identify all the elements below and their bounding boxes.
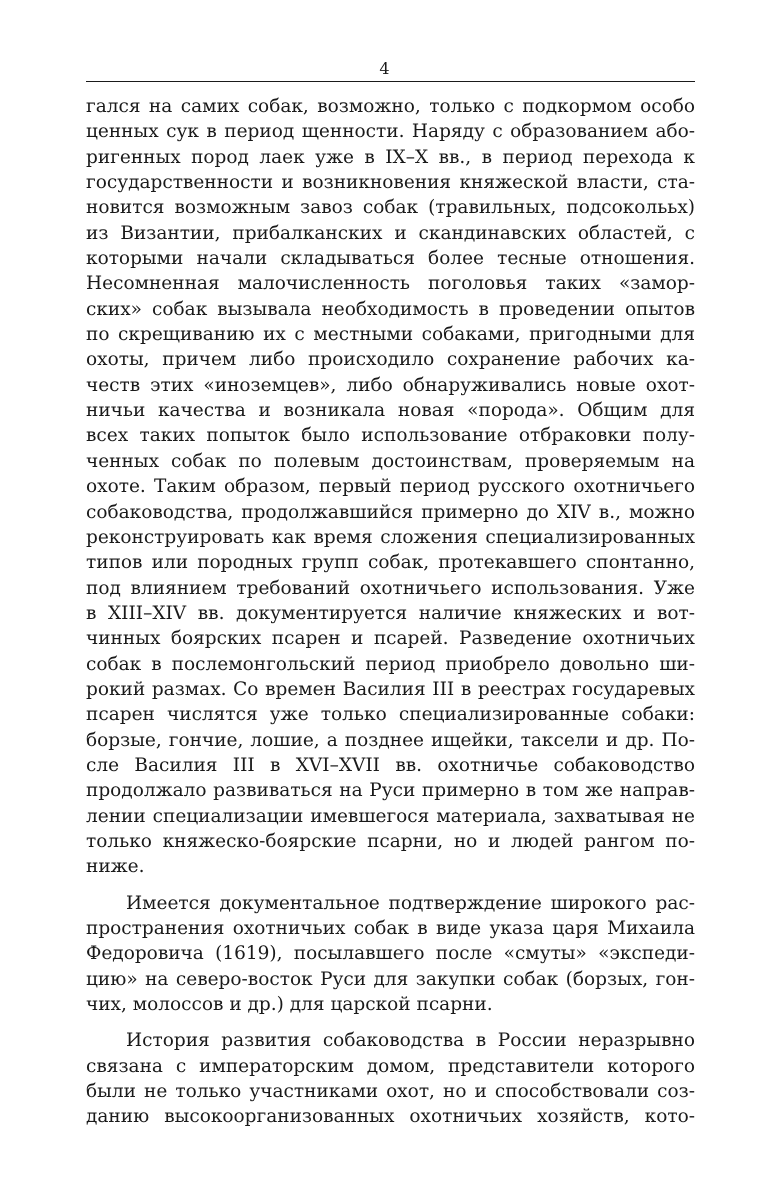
body-text: [86, 94, 695, 1130]
text-line: собаководства, продолжавшийся примерно до XIV в., можно: [86, 501, 695, 523]
text-line: Несомненная малочисленность поголовья таких «замор-: [86, 273, 695, 295]
text-line: честв этих «иноземцев», либо обнаруживались новые охот-: [86, 374, 695, 396]
text-line: псарен числятся уже только специализированные собаки:: [86, 704, 695, 726]
text-line: под влиянием требований охотничьего использования. Уже: [86, 577, 695, 599]
text-line: ценных сук в период щенности. Наряду с образованием або-: [86, 121, 695, 143]
paragraph-gap: [86, 880, 695, 891]
text-line: рокий размах. Со времен Василия III в реестрах государевых: [86, 678, 695, 700]
text-line: собак в послемонгольский период приобрело довольно ши-: [86, 653, 695, 675]
text-line: продолжало развиваться на Руси примерно в том же направ-: [86, 780, 695, 802]
text-line: чинных боярских псарен и псарей. Разведение охотничьих: [86, 628, 695, 650]
paragraph-gap: [86, 1017, 695, 1028]
text-line: данию высокоорганизованных охотничьих хозяйств, кото-: [86, 1106, 695, 1128]
text-line: в XIII–XIV вв. документируется наличие княжеских и вот-: [86, 602, 695, 624]
text-line: реконструировать как время сложения специализированных: [86, 526, 695, 548]
text-line: ских» собак вызывала необходимость в проведении опытов: [86, 298, 695, 320]
header-rule: [86, 81, 695, 82]
text-line: гался на самих собак, возможно, только с подкормом особо: [86, 96, 695, 117]
text-line: чих, молоссов и др.) для царской псарни.: [86, 994, 493, 1016]
page-number: 4: [379, 59, 390, 78]
text-line: связана с императорским домом, представители которого: [86, 1055, 695, 1077]
paragraph: [86, 891, 695, 1018]
text-line: ничьи качества и возникала новая «порода». Общим для: [86, 400, 695, 422]
text-line: типов или породных групп собак, протекавшего спонтанно,: [86, 552, 695, 574]
text-line: ченных собак по полевым достоинствам, проверяемым на: [86, 450, 695, 472]
text-line: борзые, гончие, лошие, а позднее ищейки, таксели и др. По-: [86, 729, 695, 751]
paragraph: [86, 94, 695, 880]
text-line: государственности и возникновения княжеской власти, ста-: [86, 172, 695, 194]
text-line: ниже.: [86, 856, 145, 878]
text-line: из Византии, прибалканских и скандинавских областей, с: [86, 222, 695, 244]
text-line: которыми начали складываться более тесные отношения.: [86, 248, 695, 270]
text-line: лении специализации имевшегося материала, захватывая не: [86, 805, 695, 827]
text-line: новится возможным завоз собак (травильных, подсоколььх): [86, 197, 695, 219]
text-line: по скрещиванию их с местными собаками, пригодными для: [86, 324, 695, 346]
text-line: охоте. Таким образом, первый период русского охотничьего: [86, 476, 695, 498]
text-line: ригенных пород лаек уже в IX–X вв., в период перехода к: [86, 146, 695, 168]
paragraph: [86, 1028, 695, 1129]
text-line: только княжеско-боярские псарни, но и людей рангом по-: [86, 830, 695, 852]
text-line: Федоровича (1619), посылавшего после «смуты» «экспеди-: [86, 943, 695, 965]
text-line: Имеется документальное подтверждение широкого рас-: [126, 892, 695, 914]
text-line: охоты, причем либо происходило сохранение рабочих ка-: [86, 349, 695, 371]
text-line: всех таких попыток было использование отбраковки полу-: [86, 425, 695, 447]
text-line: были не только участниками охот, но и способствовали соз-: [86, 1081, 695, 1103]
text-line: сле Василия III в XVI–XVII вв. охотничье собаководство: [86, 754, 695, 776]
text-line: цию» на северо-восток Руси для закупки собак (борзых, гон-: [86, 968, 695, 990]
text-line: История развития собаководства в России неразрывно: [126, 1030, 695, 1052]
text-line: пространения охотничьих собак в виде указа царя Михаила: [86, 918, 695, 939]
